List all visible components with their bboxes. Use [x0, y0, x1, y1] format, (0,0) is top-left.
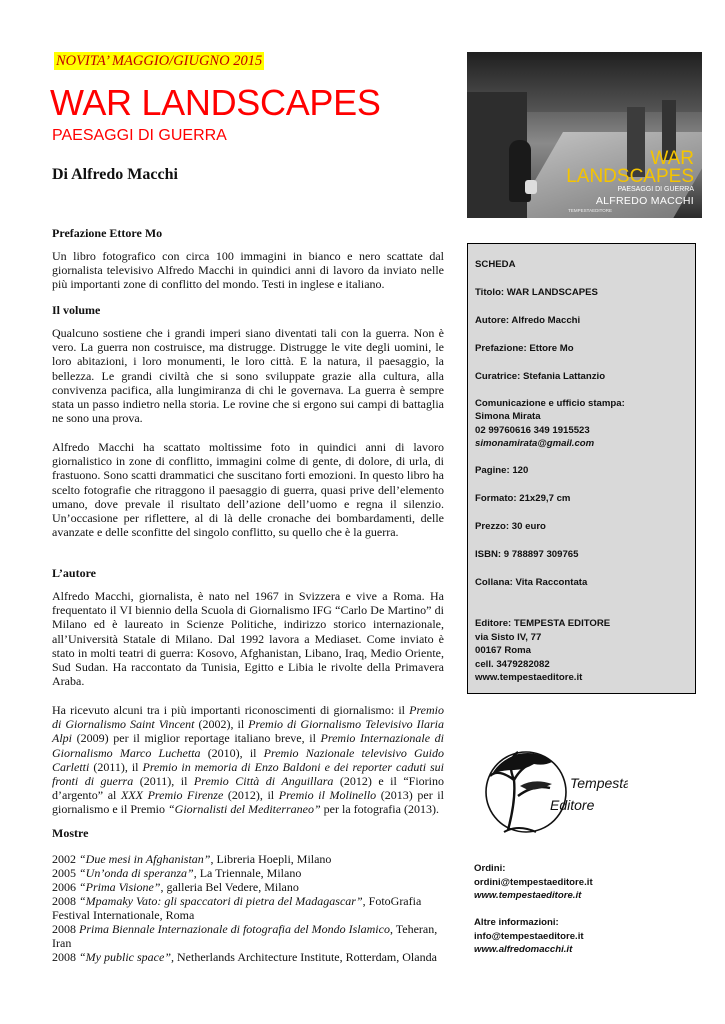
premi-segment: per la fotografia (2013).: [320, 802, 439, 817]
scheda-contatto-nome: Simona Mirata: [475, 411, 541, 422]
premi-segment: Premio in memoria di Enzo Baldoni e dei reporter caduti sui fronti di guerra: [52, 759, 445, 789]
mostra-item: [52, 922, 452, 950]
scheda-cell: cell. 3479282082: [475, 659, 550, 670]
mostra-segment: “Due mesi in Afghanistan”: [79, 852, 211, 866]
scheda-via: via Sisto IV, 77: [475, 632, 542, 643]
scheda-editore: Editore: TEMPESTA EDITORE: [475, 618, 611, 629]
volume-paragraph-2: Alfredo Macchi ha scattato moltissime foto in quindici anni di lavoro giornalistico in zone di conflitto, immagini colme di gente, di dolore, di urla, di frastuono. Sono scatti drammatici che suscitano forti emozioni. In questo libro ha scelto fotografie che ritraggono il paesaggio di guerra, quasi prive dell’elemento umano, dove prevale il risultato dell’azione dell’uomo e regna il silenzio. Un’occasione per riflettere, al di là delle cronache dei bombardamenti, delle avanzate e delle sconfitte del singolo conflitto, su quello che è la guerra.: [52, 440, 444, 540]
mostra-item: [52, 852, 452, 866]
scheda-pagine: Pagine: 120: [475, 465, 529, 476]
premi-segment: Premio Nazionale televisivo Guido Carletti: [52, 745, 444, 774]
author-line: Di Alfredo Macchi: [52, 166, 178, 183]
logo-line1: Tempesta: [570, 775, 628, 791]
mostra-item: [52, 894, 452, 922]
mostra-segment: “Mpamaky Vato: gli spaccatori di pietra del Madagascar”: [79, 894, 363, 908]
tree-icon: [478, 740, 628, 840]
mostra-segment: 2005: [52, 866, 79, 880]
logo-line2: Editore: [550, 797, 595, 813]
release-badge: NOVITA’ MAGGIO/GIUGNO 2015: [56, 53, 263, 69]
mostra-segment: Prima Biennale Internazionale di fotografia del Mondo Islamico: [79, 922, 390, 936]
premi-segment: (2009) per il miglior reportage italiano breve, il: [72, 731, 321, 746]
mostra-segment: Netherlands Architecture Institute, Rotterdam, Olanda: [174, 950, 437, 964]
ordini-web-text[interactable]: www.tempestaeditore.it: [474, 890, 582, 901]
volume-paragraph-1: Qualcuno sostiene che i grandi imperi siano diventati tali con la guerra. Non è vero. La guerra non costruisce, ma distrugge. Distrugge le vite degli uomini, le loro abitazioni, i loro monumenti, le loro città. E la natura, il paesaggio, la bellezza. Le grandi civiltà che si sono sviluppate grazie alla cultura, alla convivenza pacifica, alla lungimiranza di chi le governava. La guerra è sempre stata un passo indietro nella storia. Le rovine che si ergono sui campi di battaglia ne sono una prova.: [52, 326, 444, 426]
scheda-titolo: Titolo: WAR LANDSCAPES: [475, 287, 598, 298]
cover-title: [566, 150, 694, 186]
scheda-collana: Collana: Vita Raccontata: [475, 577, 588, 588]
premi-segment: Premio di Giornalismo Televisivo Ilaria Alpi: [52, 717, 444, 746]
cover-author: ALFREDO MACCHI: [595, 195, 694, 207]
mostre-heading: Mostre: [52, 826, 89, 840]
scheda-curatrice: Curatrice: Stefania Lattanzio: [475, 371, 606, 382]
mostra-segment: , Libreria Hoepli, Milano: [210, 852, 332, 866]
mostra-segment: 2008: [52, 950, 79, 964]
premi-segment: (2002), il: [194, 717, 249, 732]
info-label: Altre informazioni:: [474, 917, 559, 928]
scheda-web[interactable]: www.tempestaeditore.it: [475, 672, 583, 683]
premi-segment: Premio il Molinello: [278, 788, 377, 803]
premi-segment: (2012), il: [223, 788, 279, 803]
autore-paragraph: Alfredo Macchi, giornalista, è nato nel 1967 in Svizzera e vive a Roma. Ha frequentato il VI biennio della Scuola di Giornalismo IFG “Carlo De Martino” di Milano ed è laureato in Scienze Politiche, indirizzo storico internazionale, all’Università Statale di Milano. Dal 1992 lavora a Mediaset. Come inviato è stato in molti teatri di guerra: Kosovo, Afghanistan, Libano, Iraq, Medio Oriente, Sud Sudan. Ha raccontato da Tunisia, Egitto e Libia le rivolte della Primavera Araba.: [52, 589, 444, 689]
scheda-heading: SCHEDA: [475, 259, 516, 270]
mostra-item: [52, 950, 452, 964]
autore-heading: L’autore: [52, 566, 97, 580]
mostra-segment: , La Triennale, Milano: [193, 866, 302, 880]
info-web-text[interactable]: www.alfredomacchi.it: [474, 944, 573, 955]
intro-paragraph: Un libro fotografico con circa 100 immagini in bianco e nero scattate dal giornalista televisivo Alfredo Macchi in quindici anni di lavoro da inviato nelle più importanti zone di conflitto del mondo. Testi in inglese e italiano.: [52, 249, 444, 292]
mostra-segment: 2008: [52, 894, 79, 908]
premi-segment: (2011), il: [133, 774, 194, 789]
info-web[interactable]: [474, 943, 572, 957]
mostra-item: [52, 866, 452, 880]
prefazione-heading: Prefazione Ettore Mo: [52, 226, 163, 240]
mostra-segment: , galleria Bel Vedere, Milano: [160, 880, 299, 894]
cover-bag: [525, 180, 537, 194]
cover-subtitle: PAESAGGI DI GUERRA: [617, 186, 694, 193]
tempesta-logo: [478, 740, 628, 840]
premi-segment: “Giornalisti del Mediterraneo”: [168, 802, 321, 817]
book-title: WAR LANDSCAPES: [50, 82, 381, 123]
premi-paragraph: [52, 703, 444, 817]
scheda-contatto-email[interactable]: simonamirata@gmail.com: [475, 438, 595, 449]
mostra-segment: “Un’onda di speranza”: [79, 866, 194, 880]
premi-segment: Premio Internazionale di Giornalismo Marco Luchetta: [52, 731, 444, 760]
mostra-segment: “My public space”,: [79, 950, 174, 964]
volume-heading: Il volume: [52, 303, 101, 317]
premi-segment: Premio Città di Anguillara: [193, 774, 334, 789]
cover-publisher: TEMPESTAEDITORE: [568, 208, 612, 213]
scheda-isbn: ISBN: 9 788897 309765: [475, 549, 579, 560]
scheda-comunicazione: Comunicazione e ufficio stampa:: [475, 398, 625, 409]
mostra-segment: “Prima Visione”: [79, 880, 161, 894]
premi-segment: (2013) per il giornalismo e il Premio: [52, 788, 444, 817]
cover-title-line2: LANDSCAPES: [566, 166, 694, 187]
mostre-list: [52, 852, 452, 964]
ordini-email[interactable]: ordini@tempestaeditore.it: [474, 877, 593, 888]
premi-segment: XXX Premio Firenze: [120, 788, 224, 803]
mostra-segment: , Teheran, Iran: [52, 922, 438, 950]
mostra-segment: 2008: [52, 922, 79, 936]
book-cover-image: [467, 52, 702, 218]
premi-segment: (2012) e il “Fiorino d’argento” al: [52, 774, 444, 803]
ordini-web[interactable]: [474, 889, 581, 903]
mostra-segment: , FotoGrafia Festival Internationale, Roma: [52, 894, 422, 922]
mostra-segment: 2006: [52, 880, 79, 894]
info-email[interactable]: info@tempestaeditore.it: [474, 931, 584, 942]
scheda-cap: 00167 Roma: [475, 645, 531, 656]
mostra-item: [52, 880, 452, 894]
scheda-contatto-tel: 02 99760616 349 1915523: [475, 425, 590, 436]
premi-segment: (2011), il: [89, 759, 143, 774]
ordini-label: Ordini:: [474, 863, 506, 874]
mostra-segment: 2002: [52, 852, 79, 866]
scheda-prefazione: Prefazione: Ettore Mo: [475, 343, 574, 354]
book-subtitle: PAESAGGI DI GUERRA: [52, 127, 227, 144]
premi-segment: Premio di Giornalismo Saint Vincent: [52, 703, 444, 732]
cover-title-line1: WAR: [650, 148, 694, 169]
scheda-autore: Autore: Alfredo Macchi: [475, 315, 581, 326]
premi-segment: (2010), il: [200, 745, 264, 760]
premi-segment: Ha ricevuto alcuni tra i più importanti riconoscimenti di giornalismo: il: [52, 703, 410, 717]
scheda-box: [467, 243, 696, 694]
scheda-formato: Formato: 21x29,7 cm: [475, 493, 571, 504]
scheda-prezzo: Prezzo: 30 euro: [475, 521, 546, 532]
